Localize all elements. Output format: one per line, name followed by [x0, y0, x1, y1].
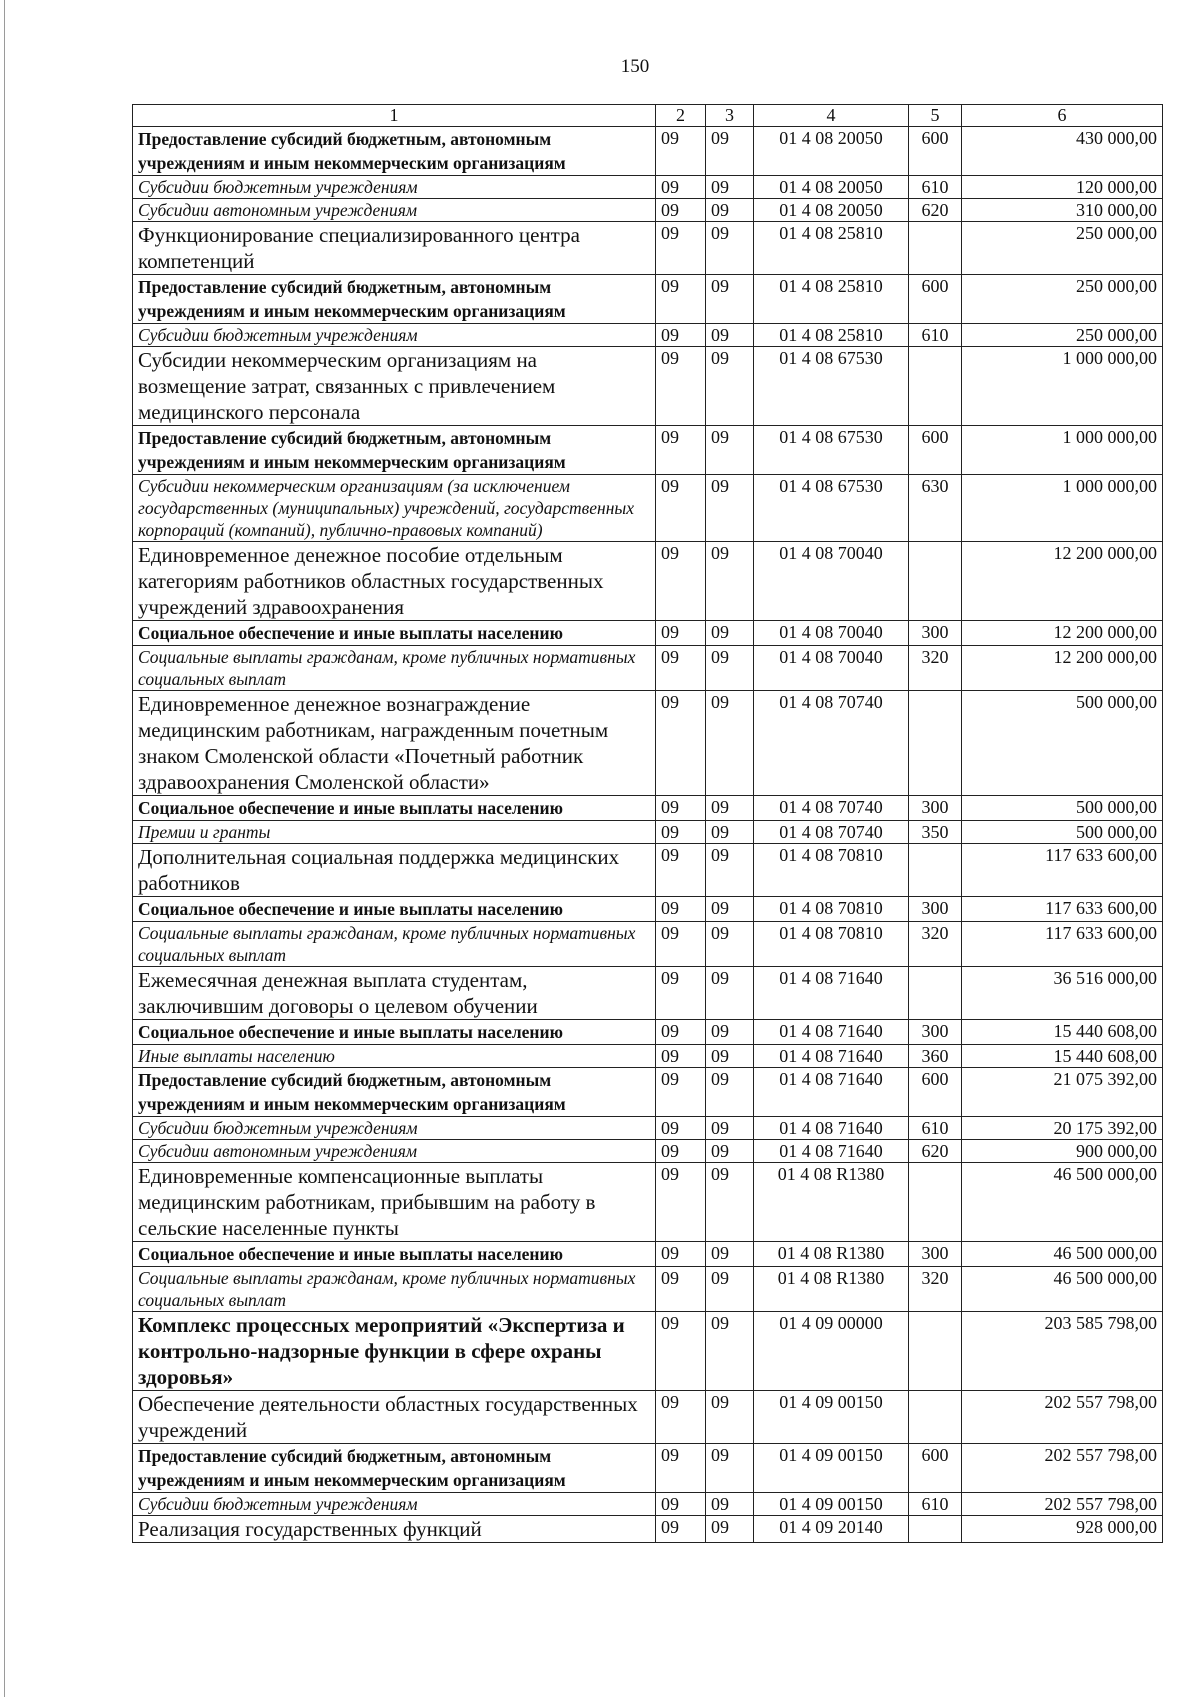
row-name: Субсидии бюджетным учреждениям [133, 1117, 656, 1140]
amount-value: 1 000 000,00 [962, 426, 1163, 475]
expense-type-code [909, 1312, 962, 1391]
table-row [133, 176, 1163, 199]
subsection-code: 09 [706, 967, 754, 1020]
target-article-code: 01 4 09 00000 [754, 1312, 909, 1391]
expense-type-code: 320 [909, 1267, 962, 1312]
section-code: 09 [656, 347, 706, 426]
subsection-code: 09 [706, 821, 754, 844]
target-article-code: 01 4 08 R1380 [754, 1267, 909, 1312]
amount-value: 250 000,00 [962, 275, 1163, 324]
target-article-code: 01 4 08 70040 [754, 646, 909, 691]
expense-type-code: 610 [909, 176, 962, 199]
amount-value: 202 557 798,00 [962, 1391, 1163, 1444]
row-name: Иные выплаты населению [133, 1045, 656, 1068]
amount-value: 250 000,00 [962, 222, 1163, 275]
expense-type-code: 350 [909, 821, 962, 844]
expense-type-code [909, 1391, 962, 1444]
target-article-code: 01 4 08 67530 [754, 347, 909, 426]
target-article-code: 01 4 08 70040 [754, 621, 909, 646]
section-code: 09 [656, 222, 706, 275]
table-row [133, 1312, 1163, 1391]
target-article-code: 01 4 08 71640 [754, 1068, 909, 1117]
target-article-code: 01 4 08 67530 [754, 475, 909, 542]
amount-value: 310 000,00 [962, 199, 1163, 222]
subsection-code: 09 [706, 222, 754, 275]
amount-value: 203 585 798,00 [962, 1312, 1163, 1391]
expense-type-code [909, 844, 962, 897]
subsection-code: 09 [706, 796, 754, 821]
subsection-code: 09 [706, 1117, 754, 1140]
expense-type-code: 600 [909, 1444, 962, 1493]
table-row [133, 1242, 1163, 1267]
subsection-code: 09 [706, 1444, 754, 1493]
row-name: Ежемесячная денежная выплата студентам, заключившим договоры о целевом обучении [133, 967, 656, 1020]
target-article-code: 01 4 08 R1380 [754, 1163, 909, 1242]
section-code: 09 [656, 127, 706, 176]
amount-value: 1 000 000,00 [962, 347, 1163, 426]
section-code: 09 [656, 621, 706, 646]
target-article-code: 01 4 08 67530 [754, 426, 909, 475]
table-row [133, 1444, 1163, 1493]
target-article-code: 01 4 08 70040 [754, 542, 909, 621]
expense-type-code [909, 1163, 962, 1242]
column-number: 3 [706, 105, 754, 127]
amount-value: 900 000,00 [962, 1140, 1163, 1163]
table-row [133, 821, 1163, 844]
expense-type-code [909, 542, 962, 621]
target-article-code: 01 4 08 70740 [754, 796, 909, 821]
section-code: 09 [656, 1140, 706, 1163]
table-row [133, 1267, 1163, 1312]
amount-value: 500 000,00 [962, 691, 1163, 796]
table-row [133, 844, 1163, 897]
table-row [133, 275, 1163, 324]
subsection-code: 09 [706, 691, 754, 796]
table-row [133, 621, 1163, 646]
section-code: 09 [656, 1444, 706, 1493]
row-name: Предоставление субсидий бюджетным, автономным учреждениям и иным некоммерческим организациям [133, 1444, 656, 1493]
subsection-code: 09 [706, 646, 754, 691]
expense-type-code: 600 [909, 275, 962, 324]
row-name: Единовременные компенсационные выплаты медицинским работникам, прибывшим на работу в сельские населенные пункты [133, 1163, 656, 1242]
table-row [133, 222, 1163, 275]
target-article-code: 01 4 08 R1380 [754, 1242, 909, 1267]
target-article-code: 01 4 08 70740 [754, 821, 909, 844]
scan-edge-line [4, 0, 5, 1697]
row-name: Единовременное денежное вознаграждение медицинским работникам, награжденным почетным знаком Смоленской области «Почетный работник здравоохранения Смоленской области» [133, 691, 656, 796]
expense-type-code: 300 [909, 796, 962, 821]
row-name: Функционирование специализированного центра компетенций [133, 222, 656, 275]
column-number: 5 [909, 105, 962, 127]
subsection-code: 09 [706, 621, 754, 646]
table-row [133, 347, 1163, 426]
section-code: 09 [656, 1045, 706, 1068]
subsection-code: 09 [706, 1391, 754, 1444]
amount-value: 46 500 000,00 [962, 1163, 1163, 1242]
subsection-code: 09 [706, 1020, 754, 1045]
subsection-code: 09 [706, 1045, 754, 1068]
table-row [133, 542, 1163, 621]
amount-value: 117 633 600,00 [962, 922, 1163, 967]
table-row [133, 1068, 1163, 1117]
row-name: Предоставление субсидий бюджетным, автономным учреждениям и иным некоммерческим организациям [133, 1068, 656, 1117]
section-code: 09 [656, 324, 706, 347]
row-name: Социальные выплаты гражданам, кроме публичных нормативных социальных выплат [133, 646, 656, 691]
target-article-code: 01 4 08 25810 [754, 324, 909, 347]
row-name: Предоставление субсидий бюджетным, автономным учреждениям и иным некоммерческим организациям [133, 275, 656, 324]
row-name: Социальное обеспечение и иные выплаты населению [133, 897, 656, 922]
target-article-code: 01 4 08 70810 [754, 844, 909, 897]
target-article-code: 01 4 08 25810 [754, 222, 909, 275]
amount-value: 500 000,00 [962, 821, 1163, 844]
amount-value: 12 200 000,00 [962, 542, 1163, 621]
column-number: 2 [656, 105, 706, 127]
row-name: Субсидии бюджетным учреждениям [133, 324, 656, 347]
target-article-code: 01 4 09 20140 [754, 1516, 909, 1543]
amount-value: 202 557 798,00 [962, 1493, 1163, 1516]
section-code: 09 [656, 275, 706, 324]
subsection-code: 09 [706, 127, 754, 176]
subsection-code: 09 [706, 1068, 754, 1117]
section-code: 09 [656, 1516, 706, 1543]
section-code: 09 [656, 646, 706, 691]
table-row [133, 922, 1163, 967]
row-name: Предоставление субсидий бюджетным, автономным учреждениям и иным некоммерческим организациям [133, 426, 656, 475]
expense-type-code: 300 [909, 621, 962, 646]
table-row [133, 1493, 1163, 1516]
subsection-code: 09 [706, 347, 754, 426]
column-number: 6 [962, 105, 1163, 127]
section-code: 09 [656, 475, 706, 542]
target-article-code: 01 4 08 71640 [754, 1117, 909, 1140]
table-row [133, 1020, 1163, 1045]
amount-value: 202 557 798,00 [962, 1444, 1163, 1493]
table-row [133, 646, 1163, 691]
amount-value: 120 000,00 [962, 176, 1163, 199]
section-code: 09 [656, 1267, 706, 1312]
amount-value: 20 175 392,00 [962, 1117, 1163, 1140]
target-article-code: 01 4 08 70810 [754, 897, 909, 922]
table-row [133, 475, 1163, 542]
subsection-code: 09 [706, 1163, 754, 1242]
section-code: 09 [656, 176, 706, 199]
row-name: Социальное обеспечение и иные выплаты населению [133, 796, 656, 821]
section-code: 09 [656, 199, 706, 222]
target-article-code: 01 4 08 70740 [754, 691, 909, 796]
subsection-code: 09 [706, 475, 754, 542]
expense-type-code [909, 691, 962, 796]
table-row [133, 967, 1163, 1020]
subsection-code: 09 [706, 426, 754, 475]
budget-table-body [133, 105, 1163, 1543]
subsection-code: 09 [706, 324, 754, 347]
subsection-code: 09 [706, 542, 754, 621]
target-article-code: 01 4 08 71640 [754, 967, 909, 1020]
row-name: Обеспечение деятельности областных государственных учреждений [133, 1391, 656, 1444]
target-article-code: 01 4 08 71640 [754, 1045, 909, 1068]
subsection-code: 09 [706, 1140, 754, 1163]
row-name: Субсидии бюджетным учреждениям [133, 1493, 656, 1516]
row-name: Социальное обеспечение и иные выплаты населению [133, 1242, 656, 1267]
amount-value: 117 633 600,00 [962, 897, 1163, 922]
expense-type-code: 620 [909, 1140, 962, 1163]
table-row [133, 691, 1163, 796]
expense-type-code: 600 [909, 127, 962, 176]
amount-value: 12 200 000,00 [962, 646, 1163, 691]
table-row [133, 127, 1163, 176]
table-row [133, 426, 1163, 475]
row-name: Реализация государственных функций [133, 1516, 656, 1543]
amount-value: 15 440 608,00 [962, 1045, 1163, 1068]
amount-value: 250 000,00 [962, 324, 1163, 347]
page-number: 150 [620, 56, 650, 77]
section-code: 09 [656, 821, 706, 844]
target-article-code: 01 4 09 00150 [754, 1493, 909, 1516]
row-name: Социальное обеспечение и иные выплаты населению [133, 621, 656, 646]
amount-value: 46 500 000,00 [962, 1267, 1163, 1312]
expense-type-code: 630 [909, 475, 962, 542]
amount-value: 1 000 000,00 [962, 475, 1163, 542]
subsection-code: 09 [706, 1312, 754, 1391]
section-code: 09 [656, 542, 706, 621]
table-row [133, 1117, 1163, 1140]
amount-value: 15 440 608,00 [962, 1020, 1163, 1045]
target-article-code: 01 4 08 71640 [754, 1020, 909, 1045]
row-name: Предоставление субсидий бюджетным, автономным учреждениям и иным некоммерческим организациям [133, 127, 656, 176]
section-code: 09 [656, 426, 706, 475]
table-row [133, 796, 1163, 821]
expense-type-code: 300 [909, 1020, 962, 1045]
section-code: 09 [656, 922, 706, 967]
amount-value: 12 200 000,00 [962, 621, 1163, 646]
row-name: Социальные выплаты гражданам, кроме публичных нормативных социальных выплат [133, 1267, 656, 1312]
amount-value: 117 633 600,00 [962, 844, 1163, 897]
subsection-code: 09 [706, 1267, 754, 1312]
expense-type-code: 320 [909, 922, 962, 967]
amount-value: 46 500 000,00 [962, 1242, 1163, 1267]
amount-value: 36 516 000,00 [962, 967, 1163, 1020]
section-code: 09 [656, 1391, 706, 1444]
section-code: 09 [656, 844, 706, 897]
expense-type-code: 600 [909, 1068, 962, 1117]
row-name: Субсидии бюджетным учреждениям [133, 176, 656, 199]
row-name: Субсидии автономным учреждениям [133, 199, 656, 222]
subsection-code: 09 [706, 922, 754, 967]
row-name: Премии и гранты [133, 821, 656, 844]
subsection-code: 09 [706, 176, 754, 199]
row-name: Дополнительная социальная поддержка медицинских работников [133, 844, 656, 897]
table-row [133, 1516, 1163, 1543]
amount-value: 928 000,00 [962, 1516, 1163, 1543]
section-code: 09 [656, 1163, 706, 1242]
subsection-code: 09 [706, 1516, 754, 1543]
target-article-code: 01 4 08 20050 [754, 176, 909, 199]
column-number: 4 [754, 105, 909, 127]
table-row [133, 897, 1163, 922]
expense-type-code: 600 [909, 426, 962, 475]
expense-type-code [909, 222, 962, 275]
expense-type-code: 300 [909, 897, 962, 922]
target-article-code: 01 4 08 20050 [754, 127, 909, 176]
table-row [133, 1045, 1163, 1068]
row-name: Субсидии некоммерческим организациям (за исключением государственных (муниципальных) учреждений, государственных корпораций (компаний), публично-правовых компаний) [133, 475, 656, 542]
budget-table [132, 104, 1163, 1543]
expense-type-code [909, 347, 962, 426]
section-code: 09 [656, 897, 706, 922]
section-code: 09 [656, 967, 706, 1020]
section-code: 09 [656, 796, 706, 821]
row-name: Субсидии некоммерческим организациям на возмещение затрат, связанных с привлечением медицинского персонала [133, 347, 656, 426]
amount-value: 500 000,00 [962, 796, 1163, 821]
row-name: Социальные выплаты гражданам, кроме публичных нормативных социальных выплат [133, 922, 656, 967]
amount-value: 430 000,00 [962, 127, 1163, 176]
target-article-code: 01 4 08 25810 [754, 275, 909, 324]
amount-value: 21 075 392,00 [962, 1068, 1163, 1117]
section-code: 09 [656, 1068, 706, 1117]
target-article-code: 01 4 09 00150 [754, 1391, 909, 1444]
subsection-code: 09 [706, 844, 754, 897]
subsection-code: 09 [706, 199, 754, 222]
expense-type-code: 610 [909, 1493, 962, 1516]
target-article-code: 01 4 09 00150 [754, 1444, 909, 1493]
table-row [133, 1140, 1163, 1163]
table-row [133, 1163, 1163, 1242]
section-code: 09 [656, 1020, 706, 1045]
section-code: 09 [656, 1117, 706, 1140]
row-name: Субсидии автономным учреждениям [133, 1140, 656, 1163]
expense-type-code: 320 [909, 646, 962, 691]
section-code: 09 [656, 691, 706, 796]
target-article-code: 01 4 08 70810 [754, 922, 909, 967]
subsection-code: 09 [706, 897, 754, 922]
expense-type-code: 360 [909, 1045, 962, 1068]
expense-type-code: 620 [909, 199, 962, 222]
column-number: 1 [133, 105, 656, 127]
subsection-code: 09 [706, 275, 754, 324]
table-row [133, 1391, 1163, 1444]
target-article-code: 01 4 08 71640 [754, 1140, 909, 1163]
expense-type-code: 300 [909, 1242, 962, 1267]
expense-type-code: 610 [909, 324, 962, 347]
row-name: Социальное обеспечение и иные выплаты населению [133, 1020, 656, 1045]
section-code: 09 [656, 1242, 706, 1267]
column-number-row [133, 105, 1163, 127]
subsection-code: 09 [706, 1493, 754, 1516]
section-code: 09 [656, 1312, 706, 1391]
row-name: Единовременное денежное пособие отдельным категориям работников областных государственных учреждений здравоохранения [133, 542, 656, 621]
subsection-code: 09 [706, 1242, 754, 1267]
expense-type-code [909, 1516, 962, 1543]
table-row [133, 324, 1163, 347]
expense-type-code: 610 [909, 1117, 962, 1140]
section-code: 09 [656, 1493, 706, 1516]
row-name: Комплекс процессных мероприятий «Экспертиза и контрольно-надзорные функции в сфере охраны здоровья» [133, 1312, 656, 1391]
table-row [133, 199, 1163, 222]
target-article-code: 01 4 08 20050 [754, 199, 909, 222]
expense-type-code [909, 967, 962, 1020]
